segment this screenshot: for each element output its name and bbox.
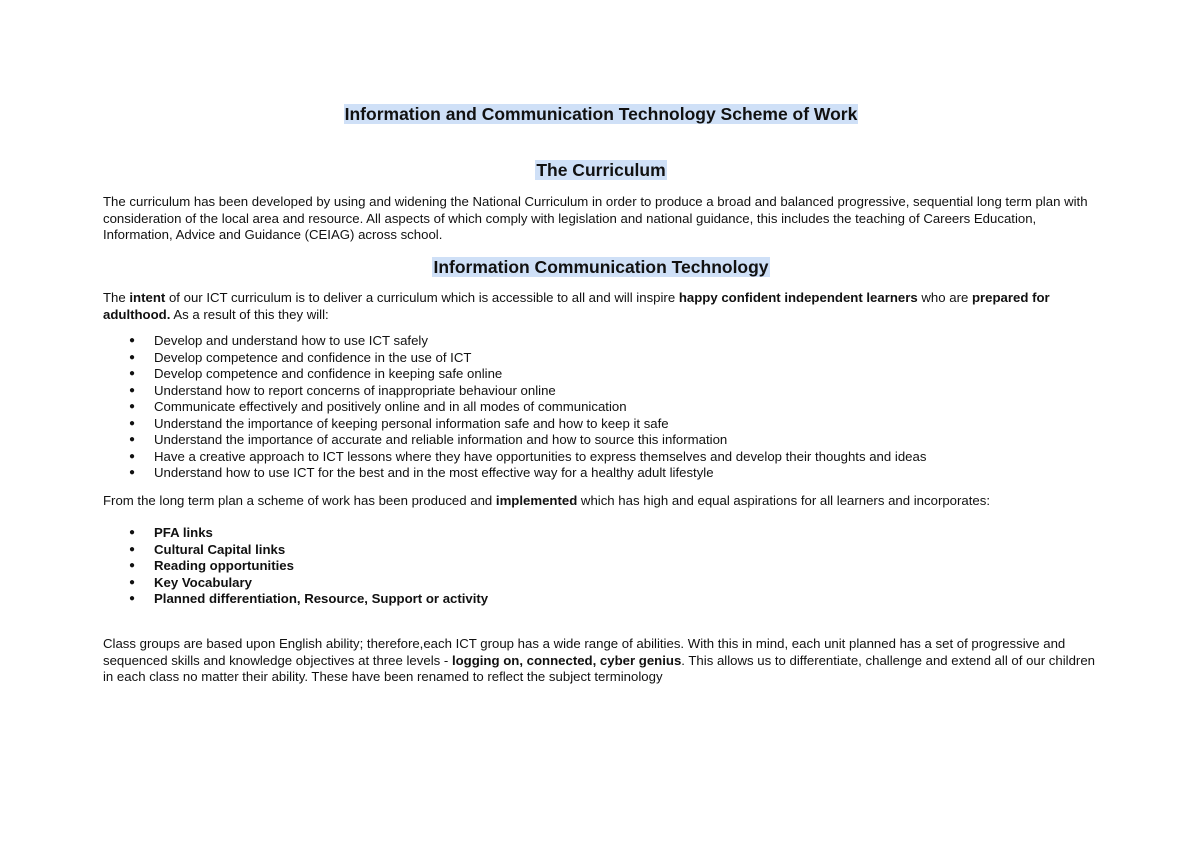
list-item-text: Planned differentiation, Resource, Support or activity (154, 591, 489, 606)
list-item (103, 416, 1099, 433)
list-item (103, 399, 1099, 416)
plan-text-1: From the long term plan a scheme of work has been produced and (103, 493, 496, 508)
bullet-icon: ● (129, 576, 136, 588)
bullet-icon: ● (129, 401, 136, 412)
list-item-text: Have a creative approach to ICT lessons where they have opportunities to express themselves and develop their thoughts and ideas (154, 448, 927, 464)
list-item (103, 383, 1099, 400)
bullet-icon: ● (129, 335, 136, 346)
heading-the-curriculum-text: The Curriculum (536, 160, 666, 180)
bullet-icon: ● (129, 467, 136, 478)
groups-paragraph (103, 636, 1099, 686)
curriculum-paragraph: The curriculum has been developed by using and widening the National Curriculum in order to produce a broad and balanced progressive, sequential long term plan with consideration of the local area and resource. All aspects of which comply with legislation and national guidance, this includes the teaching of Careers Education, Information, Advice and Guidance (CEIAG) across school. (103, 194, 1088, 243)
bullet-icon: ● (129, 434, 136, 445)
list-item (103, 449, 1099, 466)
list-item-text: Reading opportunities (154, 558, 294, 573)
bullet-icon: ● (129, 368, 136, 379)
heading-ict (103, 256, 1099, 278)
list-item-text: Understand the importance of accurate and reliable information and how to source this information (154, 432, 728, 447)
bullet-icon: ● (129, 560, 136, 571)
list-item-text: Develop and understand how to use ICT safely (154, 333, 428, 348)
intent-bold-1: intent (129, 290, 166, 305)
intent-text-4: As a result of this they will: (170, 306, 329, 322)
heading-ict-text: Information Communication Technology (433, 257, 769, 277)
plan-paragraph (103, 493, 1099, 510)
page-title-text: Information and Communication Technology Scheme of Work (344, 104, 858, 124)
plan-text-2: which has high and equal aspirations for all learners and incorporates: (577, 493, 990, 508)
list-item (103, 366, 1099, 383)
list-item-text: Understand the importance of keeping personal information safe and how to keep it safe (154, 415, 669, 431)
intent-text-2: of our ICT curriculum is to deliver a curriculum which is accessible to all and will inspire (165, 290, 679, 305)
bullet-icon: ● (129, 384, 136, 396)
list-item-text: Communicate effectively and positively online and in all modes of communication (154, 399, 627, 414)
list-item (103, 591, 1099, 608)
intent-text-1: The (103, 290, 130, 305)
list-item-text: PFA links (154, 525, 213, 540)
groups-text-1: Class groups are based upon English ability; therefore,each ICT group has a wide range of abilities. With this in mind, each unit planned has a set of progressive and sequenced skills and knowledge objectives at three levels - (103, 636, 1066, 668)
list-item-text: Develop competence and confidence in keeping safe online (154, 366, 503, 381)
bullet-icon: ● (129, 351, 136, 363)
bullet-icon: ● (129, 527, 136, 538)
groups-text-2: . This allows us to differentiate, challenge and extend all of our children in each class no matter their ability. These have been renamed to reflect the subject terminology (103, 652, 1095, 685)
groups-bold-1: logging on, connected, cyber genius (451, 652, 682, 668)
incorporates-list (103, 525, 1099, 608)
intent-paragraph (103, 290, 1099, 323)
bullet-icon: ● (129, 593, 136, 604)
list-item-text: Understand how to report concerns of inappropriate behaviour online (154, 382, 556, 398)
list-item (103, 465, 1099, 482)
heading-the-curriculum (103, 159, 1099, 181)
list-item (103, 333, 1099, 350)
list-item (103, 350, 1099, 367)
list-item-text: Develop competence and confidence in the use of ICT (154, 349, 472, 365)
outcomes-list (103, 333, 1099, 482)
list-item (103, 542, 1099, 559)
list-item-text: Key Vocabulary (154, 574, 252, 590)
list-item-text: Understand how to use ICT for the best and in the most effective way for a healthy adult lifestyle (154, 465, 714, 480)
intent-bold-3: prepared for adulthood. (103, 290, 1050, 322)
intent-bold-2: happy confident independent learners (678, 290, 918, 305)
list-item (103, 575, 1099, 592)
list-item-text: Cultural Capital links (154, 541, 286, 557)
list-item (103, 558, 1099, 575)
intent-text-3: who are (917, 290, 972, 305)
plan-bold-1: implemented (495, 493, 578, 508)
list-item (103, 432, 1099, 449)
bullet-icon: ● (129, 543, 136, 555)
page-title (103, 103, 1099, 125)
bullet-icon: ● (129, 417, 136, 429)
bullet-icon: ● (129, 450, 136, 462)
list-item (103, 525, 1099, 542)
